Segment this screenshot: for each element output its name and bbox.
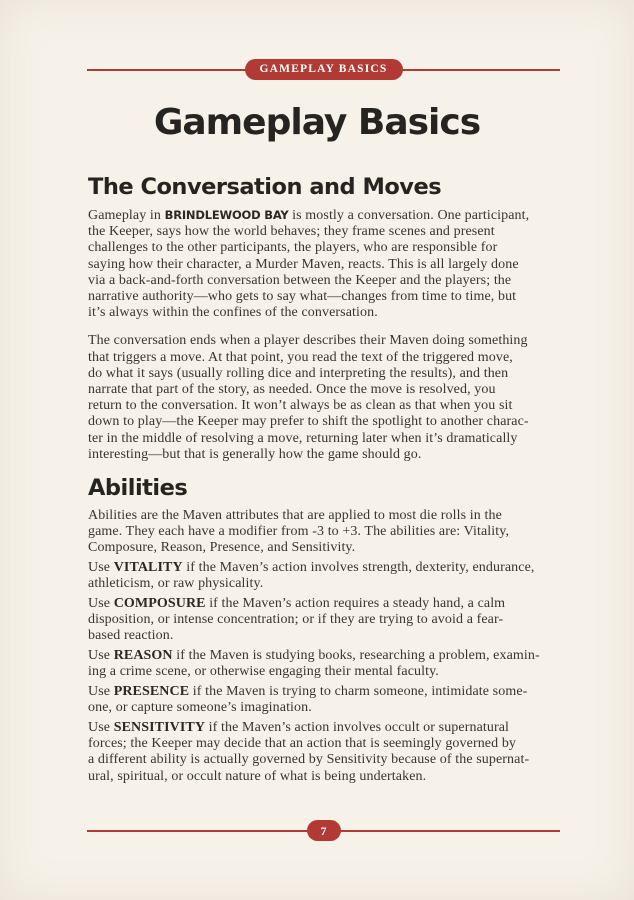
paragraph <box>88 648 562 680</box>
game-title-text: BRINDLEWOOD BAY <box>164 208 289 222</box>
text-line: it’s always within the confines of the conversation. <box>88 305 378 321</box>
text-line: via a back-and-forth conversation between the Keeper and the players; the <box>88 272 512 288</box>
text-line: narrate that part of the story, as needed. Once the move is resolved, you <box>88 382 496 398</box>
text-line: ter in the middle of resolving a move, returning later when it’s dramatically <box>88 430 518 446</box>
paragraph <box>88 508 562 557</box>
section-heading: Abilities <box>88 475 188 502</box>
ability-name: REASON <box>113 648 173 664</box>
text-line: Use SENSITIVITY if the Maven’s action involves occult or supernatural <box>88 719 510 735</box>
text-line: based reaction. <box>88 628 174 644</box>
paragraph <box>88 333 562 463</box>
text-line: the Keeper, says how the world behaves; they frame scenes and present <box>88 224 495 240</box>
text-line: disposition, or intense concentration; or if they are trying to avoid a fear- <box>88 612 504 628</box>
text-line: Use PRESENCE if the Maven is trying to charm someone, intimidate some- <box>88 684 528 700</box>
text-line: game. They each have a modifier from -3 to +3. The abilities are: Vitality, <box>88 524 510 540</box>
text-line: Use VITALITY if the Maven’s action involves strength, dexterity, endurance, <box>88 560 535 576</box>
text-line: that triggers a move. At that point, you read the text of the triggered move, <box>88 349 513 365</box>
header-banner <box>244 59 402 80</box>
text-line: Use REASON if the Maven is studying books, researching a problem, examin- <box>88 648 540 664</box>
text-line: return to the conversation. It won’t always be as clean as that when you sit <box>88 398 513 414</box>
text-line: Gameplay in BRINDLEWOOD BAY is mostly a conversation. One participant, <box>88 208 530 223</box>
paragraph <box>88 207 562 321</box>
ability-name: PRESENCE <box>113 684 190 700</box>
paragraph <box>88 596 562 645</box>
ability-name: SENSITIVITY <box>113 719 206 735</box>
section-paragraphs <box>88 508 562 785</box>
text-line: The conversation ends when a player describes their Maven doing something <box>88 333 528 349</box>
section-heading: The Conversation and Moves <box>88 174 442 200</box>
text-line: down to play—the Keeper may prefer to shift the spotlight to another charac- <box>88 414 529 430</box>
page-number-badge <box>307 820 341 841</box>
section-paragraphs <box>88 207 562 463</box>
text-line: a different ability is actually governed by Sensitivity because of the supernat- <box>88 752 530 768</box>
text-line: interesting—but that is generally how the game should go. <box>88 446 422 462</box>
section-conversation-and-moves <box>88 174 562 463</box>
text-line: Composure, Reason, Presence, and Sensitivity. <box>88 540 356 556</box>
paragraph <box>88 560 562 592</box>
text-line: athleticism, or raw physicality. <box>88 576 264 592</box>
text-line: forces; the Keeper may decide that an action that is seemingly governed by <box>88 736 517 752</box>
paragraph <box>88 720 562 785</box>
ability-name: COMPOSURE <box>113 596 206 612</box>
text-line: challenges to the other participants, the players, who are responsible for <box>88 240 498 256</box>
page-footer <box>87 820 560 842</box>
text-line: ing a crime scene, or otherwise engaging their mental faculty. <box>88 664 439 680</box>
text-line: Abilities are the Maven attributes that are applied to most die rolls in the <box>88 508 502 524</box>
ability-name: VITALITY <box>113 560 183 576</box>
text-line: saying how their character, a Murder Maven, reacts. This is all largely done <box>88 256 519 272</box>
text-line: one, or capture someone’s imagination. <box>88 700 312 716</box>
text-line: narrative authority—who gets to say what—changes from time to time, but <box>88 289 517 305</box>
page-title: Gameplay Basics <box>153 102 481 143</box>
page-number: 7 <box>320 824 327 838</box>
header-banner-label: GAMEPLAY BASICS <box>259 63 388 76</box>
section-abilities <box>88 475 562 785</box>
text-line: ural, spiritual, or occult nature of what is being undertaken. <box>88 768 427 784</box>
paragraph <box>88 684 562 716</box>
page-header <box>87 59 560 81</box>
page-body <box>88 174 562 788</box>
text-line: Use COMPOSURE if the Maven’s action requires a steady hand, a calm <box>88 596 506 612</box>
text-line: do what it says (usually rolling dice and interpreting the results), and then <box>88 365 509 381</box>
